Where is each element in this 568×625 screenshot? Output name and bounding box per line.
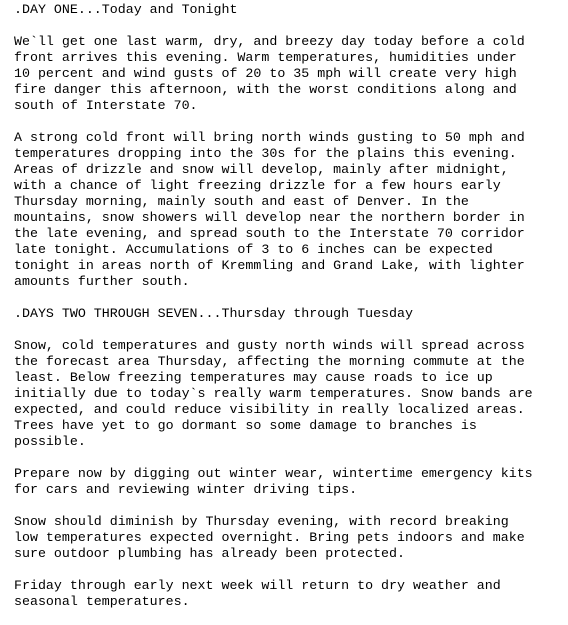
blank-line: [14, 450, 558, 466]
section-heading-day-one: .DAY ONE...Today and Tonight: [14, 2, 238, 17]
paragraph-prepare-now: Prepare now by digging out winter wear, wintertime emergency kits for cars and reviewing winter driving tips.: [14, 466, 533, 497]
paragraph-warm-dry-day: We`ll get one last warm, dry, and breezy day today before a cold front arrives this evening. Warm temperatures, humidities under 10 percent and wind gusts of 20 to 35 mph will create very high fire danger this afternoon, with the worst conditions along and south of Interstate 70.: [14, 34, 525, 113]
blank-line: [14, 562, 558, 578]
paragraph-friday-onward: Friday through early next week will return to dry weather and seasonal temperatures.: [14, 578, 501, 609]
blank-line: [14, 18, 558, 34]
section-heading-days-two-seven: .DAYS TWO THROUGH SEVEN...Thursday through Tuesday: [14, 306, 413, 321]
paragraph-cold-front: A strong cold front will bring north winds gusting to 50 mph and temperatures dropping into the 30s for the plains this evening. Areas of drizzle and snow will develop, mainly after midnight, with a chance of light freezing drizzle for a few hours early Thursday morning, mainly south and east of Denver. In the mountains, snow showers will develop near the northern border in the late evening, and spread south to the Interstate 70 corridor late tonight. Accumulations of 3 to 6 inches can be expected tonight in areas north of Kremmling and Grand Lake, with lighter amounts further south.: [14, 130, 525, 289]
paragraph-snow-thursday: Snow, cold temperatures and gusty north winds will spread across the forecast area Thursday, affecting the morning commute at the least. Below freezing temperatures may cause roads to ice up initially due to today`s really warm temperatures. Snow bands are expected, and could reduce visibility in really localized areas. Trees have yet to go dormant so some damage to branches is possible.: [14, 338, 533, 449]
blank-line: [14, 498, 558, 514]
blank-line: [14, 322, 558, 338]
blank-line: [14, 114, 558, 130]
blank-line: [14, 290, 558, 306]
paragraph-snow-diminish: Snow should diminish by Thursday evening, with record breaking low temperatures expected overnight. Bring pets indoors and make sure outdoor plumbing has already been protected.: [14, 514, 525, 561]
